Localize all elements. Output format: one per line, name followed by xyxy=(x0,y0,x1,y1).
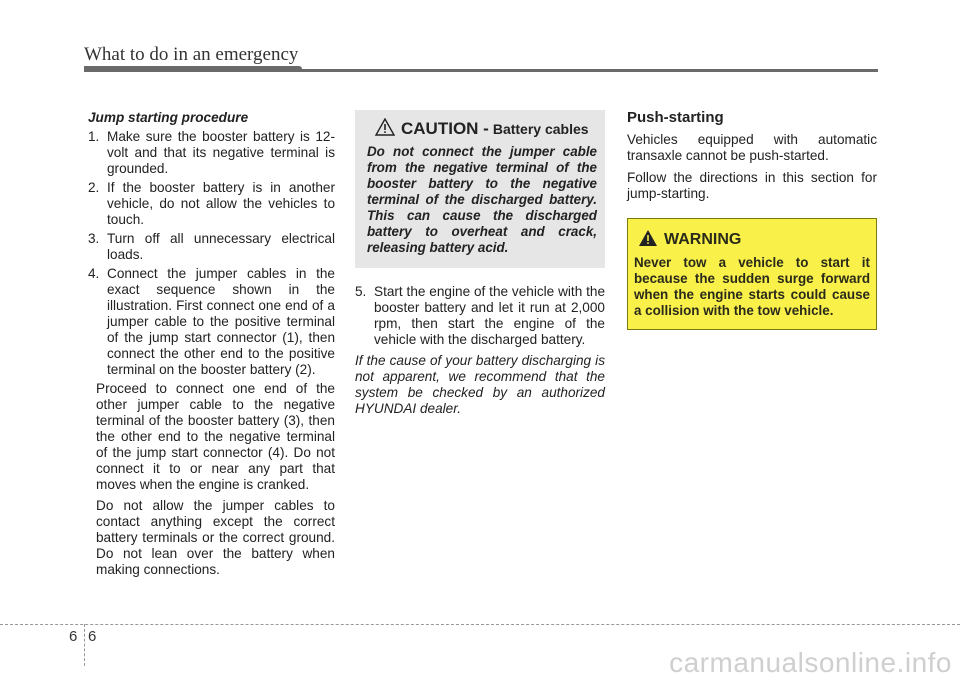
page-number: 6 xyxy=(88,628,97,645)
footer-rule xyxy=(0,624,960,625)
step-number: 3. xyxy=(88,231,100,246)
warning-triangle-icon xyxy=(638,229,664,251)
header-rule xyxy=(84,69,878,72)
caution-subtitle: Battery cables xyxy=(492,121,589,137)
negative-cable-paragraph: Proceed to connect one end of the other jumper cable to the negative terminal of the booster battery (3), then the other end to the negative terminal of the jump start connector (4). Do not connect it to or near any part that moves when the engine is cranked. xyxy=(96,381,335,492)
push-start-paragraph: Vehicles equipped with automatic transaxle cannot be push-started. xyxy=(627,132,877,163)
right-column xyxy=(627,110,877,330)
step-item xyxy=(88,129,335,177)
dealer-note: If the cause of your battery discharging is not apparent, we recommend that the system be checked by an authorized HYUNDAI dealer. xyxy=(355,353,605,416)
caution-box xyxy=(355,110,605,268)
middle-column xyxy=(355,110,605,431)
caution-triangle-icon xyxy=(375,118,401,140)
chapter-number: 6 xyxy=(69,628,78,645)
warning-box xyxy=(627,218,877,330)
step-text: Start the engine of the vehicle with the booster battery and let it run at 2,000 rpm, then start the engine of the vehicle with the discharged battery. xyxy=(374,284,605,347)
step-number: 2. xyxy=(88,180,100,195)
page-divider xyxy=(84,624,85,666)
step-text: If the booster battery is in another vehicle, do not allow the vehicles to touch. xyxy=(107,180,335,227)
step-number: 1. xyxy=(88,129,100,144)
warning-header xyxy=(638,229,870,251)
warning-text: Never tow a vehicle to start it because the sudden surge forward when the engine starts could cause a collision with the tow vehicle. xyxy=(634,255,870,318)
step-text: Make sure the booster battery is 12-volt and that its negative terminal is grounded. xyxy=(107,129,335,176)
push-starting-heading: Push-starting xyxy=(627,109,724,126)
step-item xyxy=(88,266,335,378)
step-text: Turn off all unnecessary electrical loads. xyxy=(107,231,335,262)
caution-header xyxy=(375,118,597,140)
step-number: 4. xyxy=(88,266,100,281)
watermark-text: carmanualsonline.info xyxy=(669,647,952,678)
jump-start-steps-continued xyxy=(355,284,605,348)
warning-title: WARNING xyxy=(664,231,742,248)
jump-start-steps xyxy=(88,129,335,378)
caution-text: Do not connect the jumper cable from the negative terminal of the booster battery to the negative terminal of the discharged battery. This can cause the discharged battery to overheat and crack, releasing battery acid. xyxy=(367,144,597,255)
page-section-title: What to do in an emergency xyxy=(84,44,299,65)
left-column xyxy=(88,110,335,583)
jump-start-subheading: Jump starting procedure xyxy=(88,110,249,125)
step-number: 5. xyxy=(355,284,367,299)
caution-title: CAUTION - xyxy=(401,119,489,138)
step-item xyxy=(88,231,335,263)
step-item xyxy=(355,284,605,348)
step-item xyxy=(88,180,335,228)
step-text: Connect the jumper cables in the exact sequence shown in the illustration. First connect one end of a jumper cable to the positive terminal of the jump start connector (1), then connect the other end to the positive terminal on the booster battery (2). xyxy=(107,266,335,377)
cable-contact-paragraph: Do not allow the jumper cables to contact anything except the correct battery terminals or the correct ground. Do not lean over the battery when making connections. xyxy=(96,498,335,577)
directions-paragraph: Follow the directions in this section for jump-starting. xyxy=(627,170,877,201)
